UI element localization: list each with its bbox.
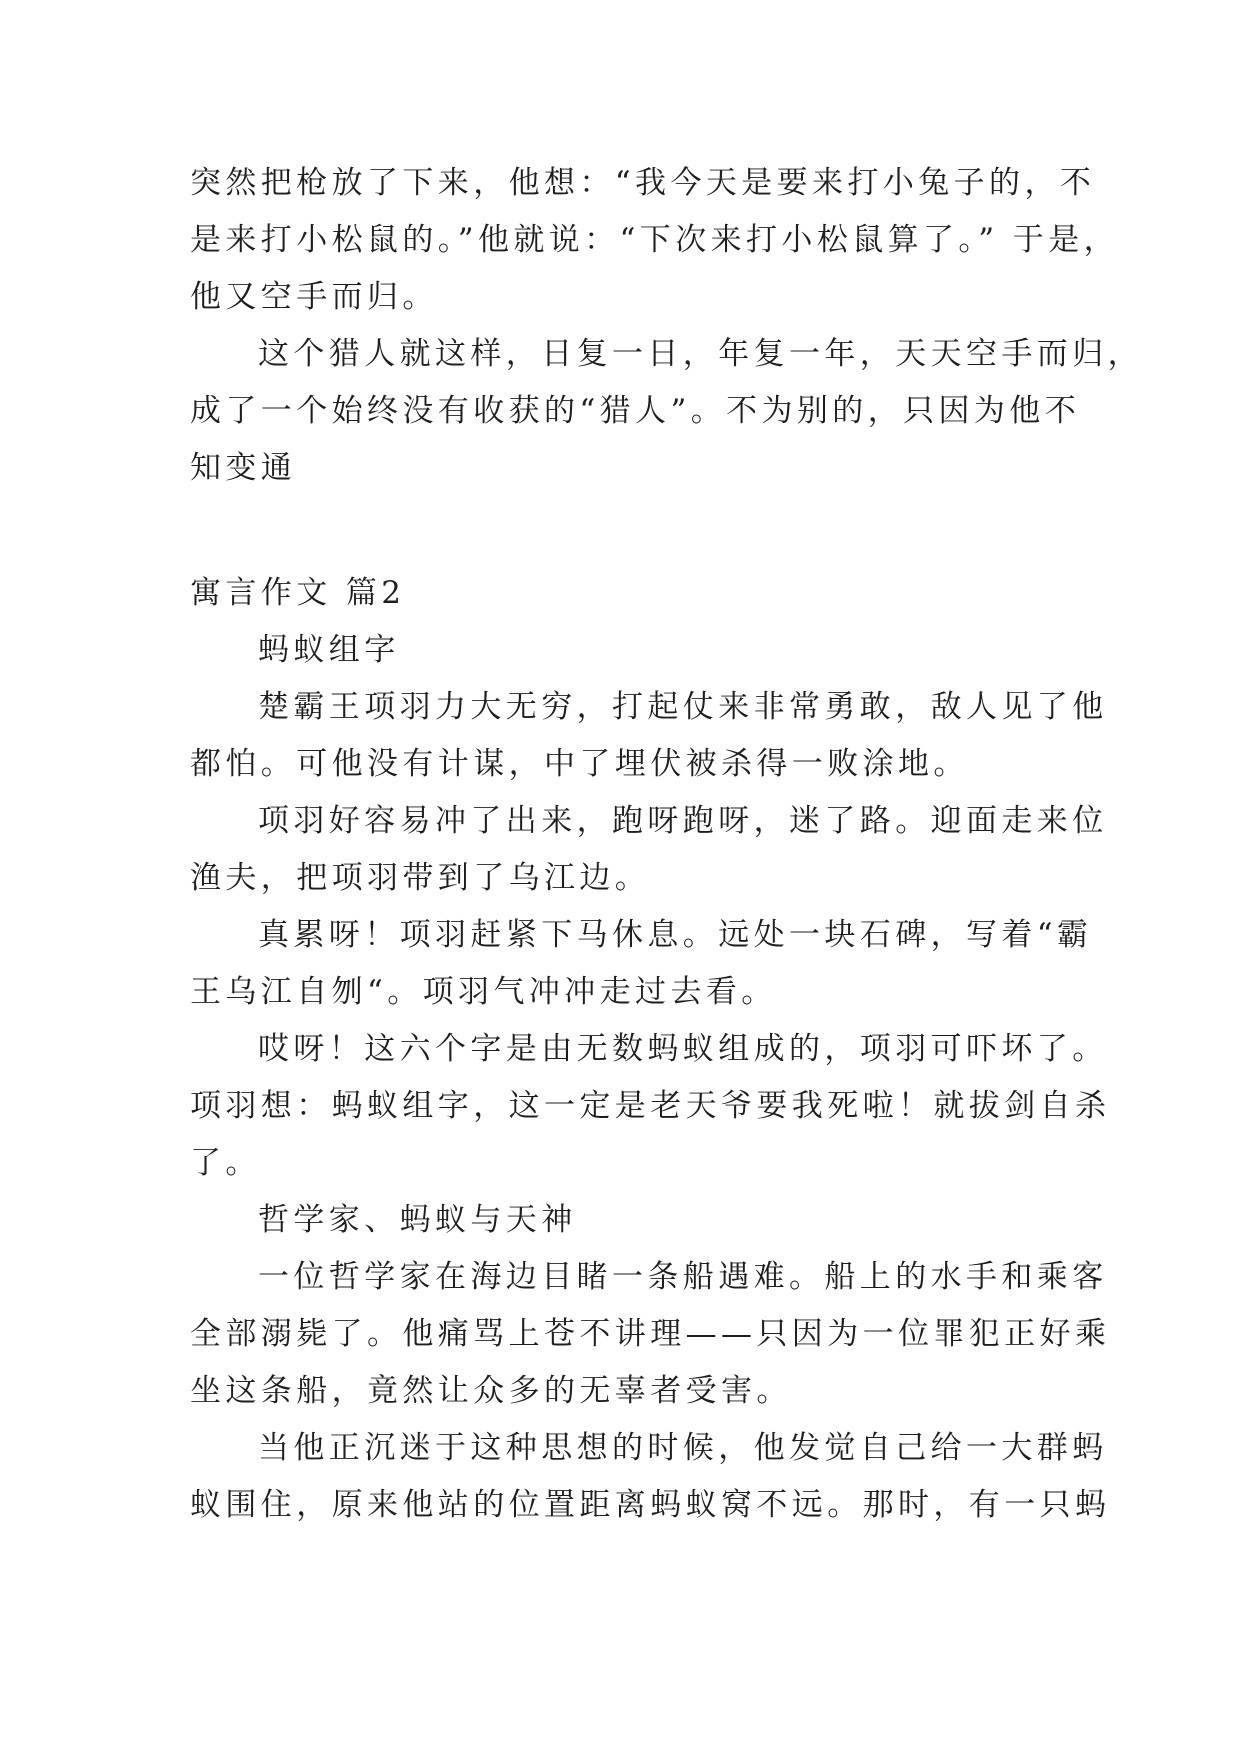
text-line: 知变通 bbox=[190, 450, 297, 486]
text-line: 突然把枪放了下来，他想：“我今天是要来打小兔子的，不 bbox=[190, 165, 1096, 201]
text-line: 渔夫，把项羽带到了乌江边。 bbox=[190, 860, 651, 896]
story-title: 蚂蚁组字 bbox=[258, 632, 400, 668]
text-line: 都怕。可他没有计谋，中了埋伏被杀得一败涂地。 bbox=[190, 746, 969, 782]
text-line: 这个猎人就这样，日复一日，年复一年，天天空手而归， bbox=[258, 336, 1143, 372]
text-line: 他又空手而归。 bbox=[190, 279, 438, 315]
text-line: 坐这条船，竟然让众多的无辜者受害。 bbox=[190, 1373, 792, 1409]
text-line: 王乌江自刎“。项羽气冲冲走过去看。 bbox=[190, 974, 777, 1010]
text-line: 一位哲学家在海边目睹一条船遇难。船上的水手和乘客 bbox=[258, 1259, 1108, 1295]
story-title: 哲学家、蚂蚁与天神 bbox=[258, 1202, 577, 1238]
text-line: 哎呀！这六个字是由无数蚂蚁组成的，项羽可吓坏了。 bbox=[258, 1031, 1108, 1067]
text-line: 真累呀！项羽赶紧下马休息。远处一块石碑，写着“霸 bbox=[258, 917, 1093, 953]
text-line: 了。 bbox=[190, 1145, 261, 1181]
section-heading: 寓言作文 篇2 bbox=[190, 575, 406, 611]
text-line: 蚁围住，原来他站的位置距离蚂蚁窝不远。那时，有一只蚂 bbox=[190, 1487, 1111, 1523]
text-line: 楚霸王项羽力大无穷，打起仗来非常勇敢，敌人见了他 bbox=[258, 689, 1108, 725]
text-line: 成了一个始终没有收获的“猎人”。不为别的，只因为他不 bbox=[190, 393, 1081, 429]
text-line: 项羽好容易冲了出来，跑呀跑呀，迷了路。迎面走来位 bbox=[258, 803, 1108, 839]
text-line: 当他正沉迷于这种思想的时候，他发觉自己给一大群蚂 bbox=[258, 1430, 1108, 1466]
text-line: 全部溺毙了。他痛骂上苍不讲理——只因为一位罪犯正好乘 bbox=[190, 1316, 1111, 1352]
text-line: 是来打小松鼠的。”他就说：“下次来打小松鼠算了。” 于是， bbox=[190, 222, 1119, 258]
text-line: 项羽想：蚂蚁组字，这一定是老天爷要我死啦！就拔剑自杀 bbox=[190, 1088, 1111, 1124]
